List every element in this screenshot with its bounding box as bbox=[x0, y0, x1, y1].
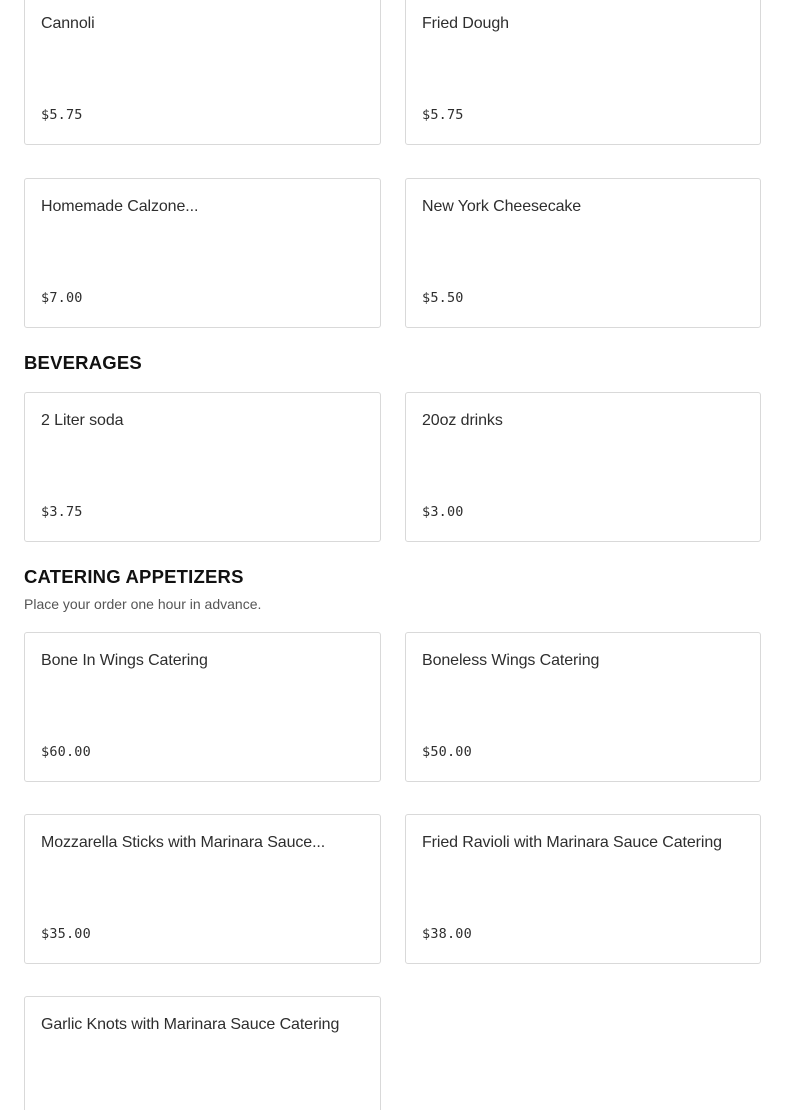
menu-item-card-mozzarella-sticks-catering[interactable] bbox=[24, 814, 381, 964]
section-subtitle: Place your order one hour in advance. bbox=[24, 596, 262, 612]
menu-item-name: 20oz drinks bbox=[422, 412, 503, 429]
menu-item-card-fried-dough[interactable] bbox=[405, 0, 761, 145]
menu-item-card-cannoli[interactable] bbox=[24, 0, 381, 145]
menu-item-name: Fried Dough bbox=[422, 15, 509, 32]
menu-item-price: $5.50 bbox=[422, 290, 464, 306]
menu-item-name: Bone In Wings Catering bbox=[41, 652, 208, 669]
menu-item-price: $60.00 bbox=[41, 744, 91, 760]
menu-item-name: Mozzarella Sticks with Marinara Sauce... bbox=[41, 834, 326, 851]
menu-item-price: $38.00 bbox=[422, 926, 472, 942]
section-title-beverages: BEVERAGES bbox=[24, 352, 142, 373]
menu-item-card-2-liter-soda[interactable] bbox=[24, 392, 381, 542]
menu-item-card-homemade-calzone[interactable] bbox=[24, 178, 381, 328]
menu-item-price: $3.75 bbox=[41, 504, 83, 520]
menu-item-price: $5.75 bbox=[422, 107, 464, 123]
menu-item-name: Fried Ravioli with Marinara Sauce Catering bbox=[422, 834, 722, 851]
menu-item-name: Cannoli bbox=[41, 15, 95, 32]
menu-item-name: New York Cheesecake bbox=[422, 198, 582, 215]
menu-item-card-boneless-wings-catering[interactable] bbox=[405, 632, 761, 782]
menu-item-card-new-york-cheesecake[interactable] bbox=[405, 178, 761, 328]
menu-item-price: $50.00 bbox=[422, 744, 472, 760]
menu-item-card-bone-in-wings-catering[interactable] bbox=[24, 632, 381, 782]
menu-item-price: $3.00 bbox=[422, 504, 464, 520]
menu-item-name: Garlic Knots with Marinara Sauce Catering bbox=[41, 1016, 340, 1033]
section-title-catering-appetizers: CATERING APPETIZERS bbox=[24, 566, 244, 587]
menu-item-price: $7.00 bbox=[41, 290, 83, 306]
menu-item-price: $35.00 bbox=[41, 926, 91, 942]
menu-item-card-20oz-drinks[interactable] bbox=[405, 392, 761, 542]
menu-item-card-fried-ravioli-catering[interactable] bbox=[405, 814, 761, 964]
menu-item-card-garlic-knots-catering[interactable] bbox=[24, 996, 381, 1110]
menu-item-price: $5.75 bbox=[41, 107, 83, 123]
menu-item-name: Boneless Wings Catering bbox=[422, 652, 600, 669]
menu-item-name: Homemade Calzone... bbox=[41, 198, 199, 215]
menu-item-name: 2 Liter soda bbox=[41, 412, 124, 429]
